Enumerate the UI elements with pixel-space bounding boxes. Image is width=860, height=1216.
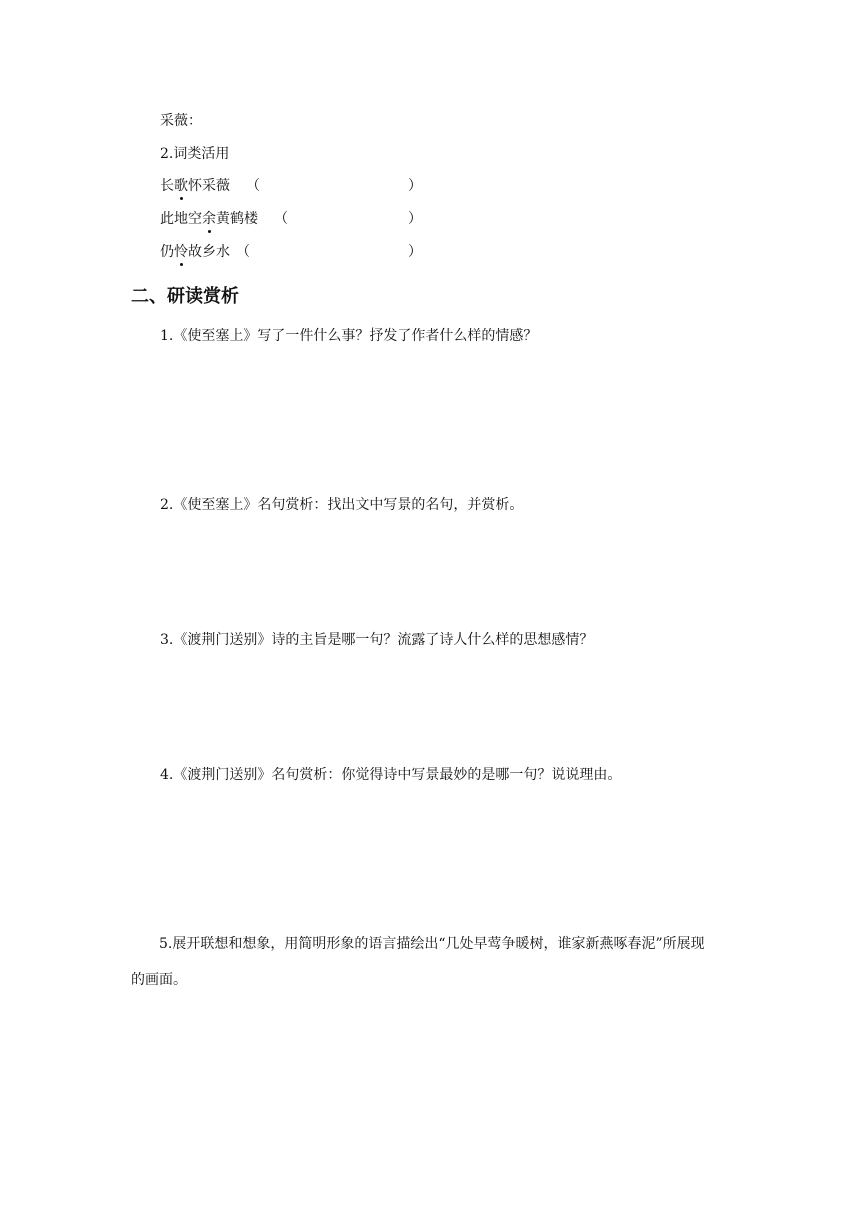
caiwei-label: 采薇： <box>160 113 202 129</box>
emphasis-dot-char: 怜 <box>174 244 188 260</box>
blank-close-paren: ） <box>408 211 422 227</box>
blank-open-paren: （ <box>246 178 260 194</box>
question-1: 1.《使至塞上》写了一件什么事？抒发了作者什么样的情感？ <box>160 328 538 344</box>
vocab-item-1 <box>160 176 422 196</box>
blank-open-paren: （ <box>236 244 250 260</box>
vocab-item-2 <box>160 209 422 229</box>
question-3: 3.《渡荆门送别》诗的主旨是哪一句？流露了诗人什么样的思想感情？ <box>160 632 594 648</box>
part-title-word-usage: 2.词类活用 <box>160 146 230 162</box>
blank-open-paren: （ <box>274 211 288 227</box>
vocab-item-text-pre: 此地空 <box>160 211 202 227</box>
question-5: 5.展开联想和想象，用简明形象的语言描绘出“几处早莺争暖树，谁家新燕啄春泥”所展现的画面。 <box>131 936 705 988</box>
question-2: 2.《使至塞上》名句赏析：找出文中写景的名句，并赏析。 <box>160 497 524 513</box>
emphasis-dot-char: 余 <box>202 211 216 227</box>
vocab-item-text-pre: 仍 <box>160 244 174 260</box>
vocab-item-text-post: 黄鹤楼 <box>216 211 258 227</box>
blank-close-paren: ） <box>408 244 422 260</box>
question-4: 4.《渡荆门送别》名句赏析：你觉得诗中写景最妙的是哪一句？说说理由。 <box>160 767 622 783</box>
vocab-item-text-pre: 长 <box>160 178 174 194</box>
section-heading: 二、研读赏析 <box>131 286 239 307</box>
vocab-item-text-post: 怀采薇 <box>188 178 230 194</box>
emphasis-dot-char: 歌 <box>174 178 188 194</box>
blank-close-paren: ） <box>408 178 422 194</box>
vocab-item-3 <box>160 242 422 262</box>
vocab-item-text-post: 故乡水 <box>188 244 230 260</box>
